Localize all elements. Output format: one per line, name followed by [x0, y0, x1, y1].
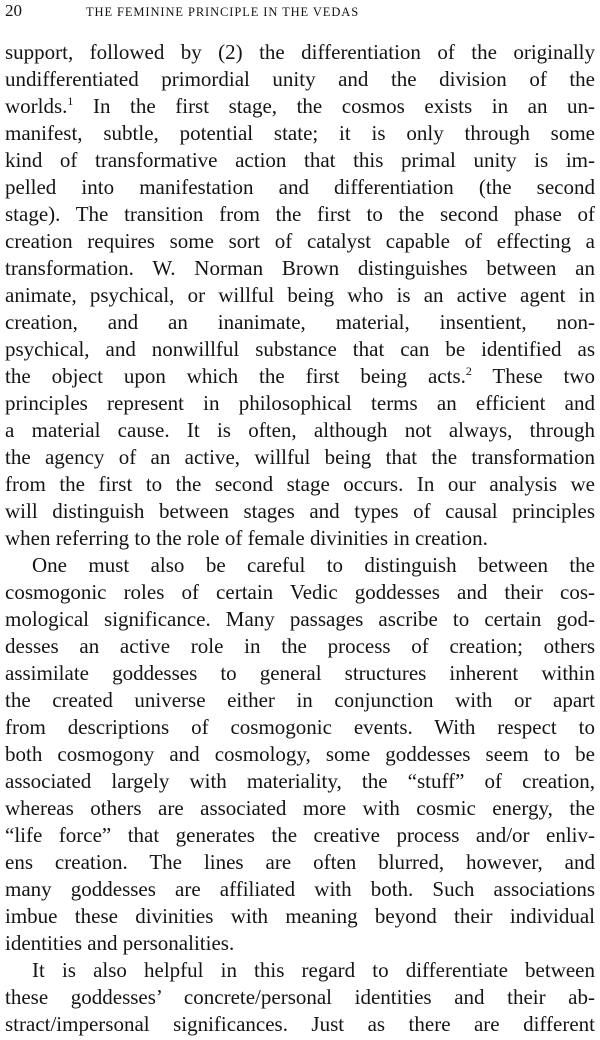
- text-line: many goddesses are affiliated with both. Such associations: [5, 877, 595, 901]
- text-line: principles represent in philosophical terms an efficient and: [5, 391, 595, 415]
- text-line: identities and personalities.: [5, 931, 235, 955]
- text-line: One must also be careful to distinguish between the: [32, 553, 595, 577]
- text-line: kind of transformative action that this primal unity is im-: [5, 148, 595, 172]
- running-header: [0, 0, 600, 30]
- text-line: will distinguish between stages and types of causal principles: [5, 499, 595, 523]
- text-line: worlds.$^1$ In the first stage, the cosmos exists in an un-: [5, 94, 595, 118]
- text-line: these goddesses’ concrete/personal identities and their ab-: [5, 985, 595, 1009]
- text-line: undifferentiated primordial unity and the division of the: [5, 67, 595, 91]
- text-line: the created universe either in conjunction with or apart: [5, 688, 595, 712]
- running-title: THE FEMININE PRINCIPLE IN THE VEDAS: [86, 5, 360, 19]
- text-line: creation requires some sort of catalyst capable of effecting a: [5, 229, 595, 253]
- text-line: assimilate goddesses to general structures inherent within: [5, 661, 595, 685]
- text-line: imbue these divinities with meaning beyond their individual: [5, 904, 595, 928]
- text-line: whereas others are associated more with cosmic energy, the: [5, 796, 595, 820]
- footnote-marker: 2: [465, 364, 472, 378]
- text-line: “life force” that generates the creative process and/or enliv-: [5, 823, 595, 847]
- text-line: cosmogonic roles of certain Vedic goddesses and their cos-: [5, 580, 595, 604]
- text-line: a material cause. It is often, although not always, through: [5, 418, 595, 442]
- text-line: ens creation. The lines are often blurred, however, and: [5, 850, 595, 874]
- text-line: the agency of an active, willful being that the transformation: [5, 445, 595, 469]
- text-line: from descriptions of cosmogonic events. With respect to: [5, 715, 595, 739]
- text-line: mological significance. Many passages ascribe to certain god-: [5, 607, 595, 631]
- text-line: creation, and an inanimate, material, insentient, non-: [5, 310, 595, 334]
- text-line: both cosmogony and cosmology, some goddesses seem to be: [5, 742, 595, 766]
- footnote-marker: 1: [67, 94, 74, 108]
- text-line: pelled into manifestation and differentiation (the second: [5, 175, 595, 199]
- text-line: manifest, subtle, potential state; it is only through some: [5, 121, 595, 145]
- text-line: associated largely with materiality, the “stuff” of creation,: [5, 769, 595, 793]
- text-line: psychical, and nonwillful substance that can be identified as: [5, 337, 595, 361]
- text-line: It is also helpful in this regard to differentiate between: [32, 958, 595, 982]
- text-line: animate, psychical, or willful being who is an active agent in: [5, 283, 595, 307]
- page-number: 20: [5, 1, 22, 20]
- text-line: the object upon which the first being acts.$^2$ These two: [5, 364, 596, 388]
- text-line: stract/impersonal significances. Just as there are different: [5, 1012, 595, 1036]
- text-line: support, followed by (2) the differentiation of the originally: [5, 40, 595, 64]
- text-line: when referring to the role of female divinities in creation.: [5, 526, 488, 550]
- text-line: transformation. W. Norman Brown distinguishes between an: [5, 256, 595, 280]
- text-line: stage). The transition from the first to the second phase of: [5, 202, 595, 226]
- text-line: desses an active role in the process of creation; others: [5, 634, 595, 658]
- text-line: from the first to the second stage occurs. In our analysis we: [5, 472, 595, 496]
